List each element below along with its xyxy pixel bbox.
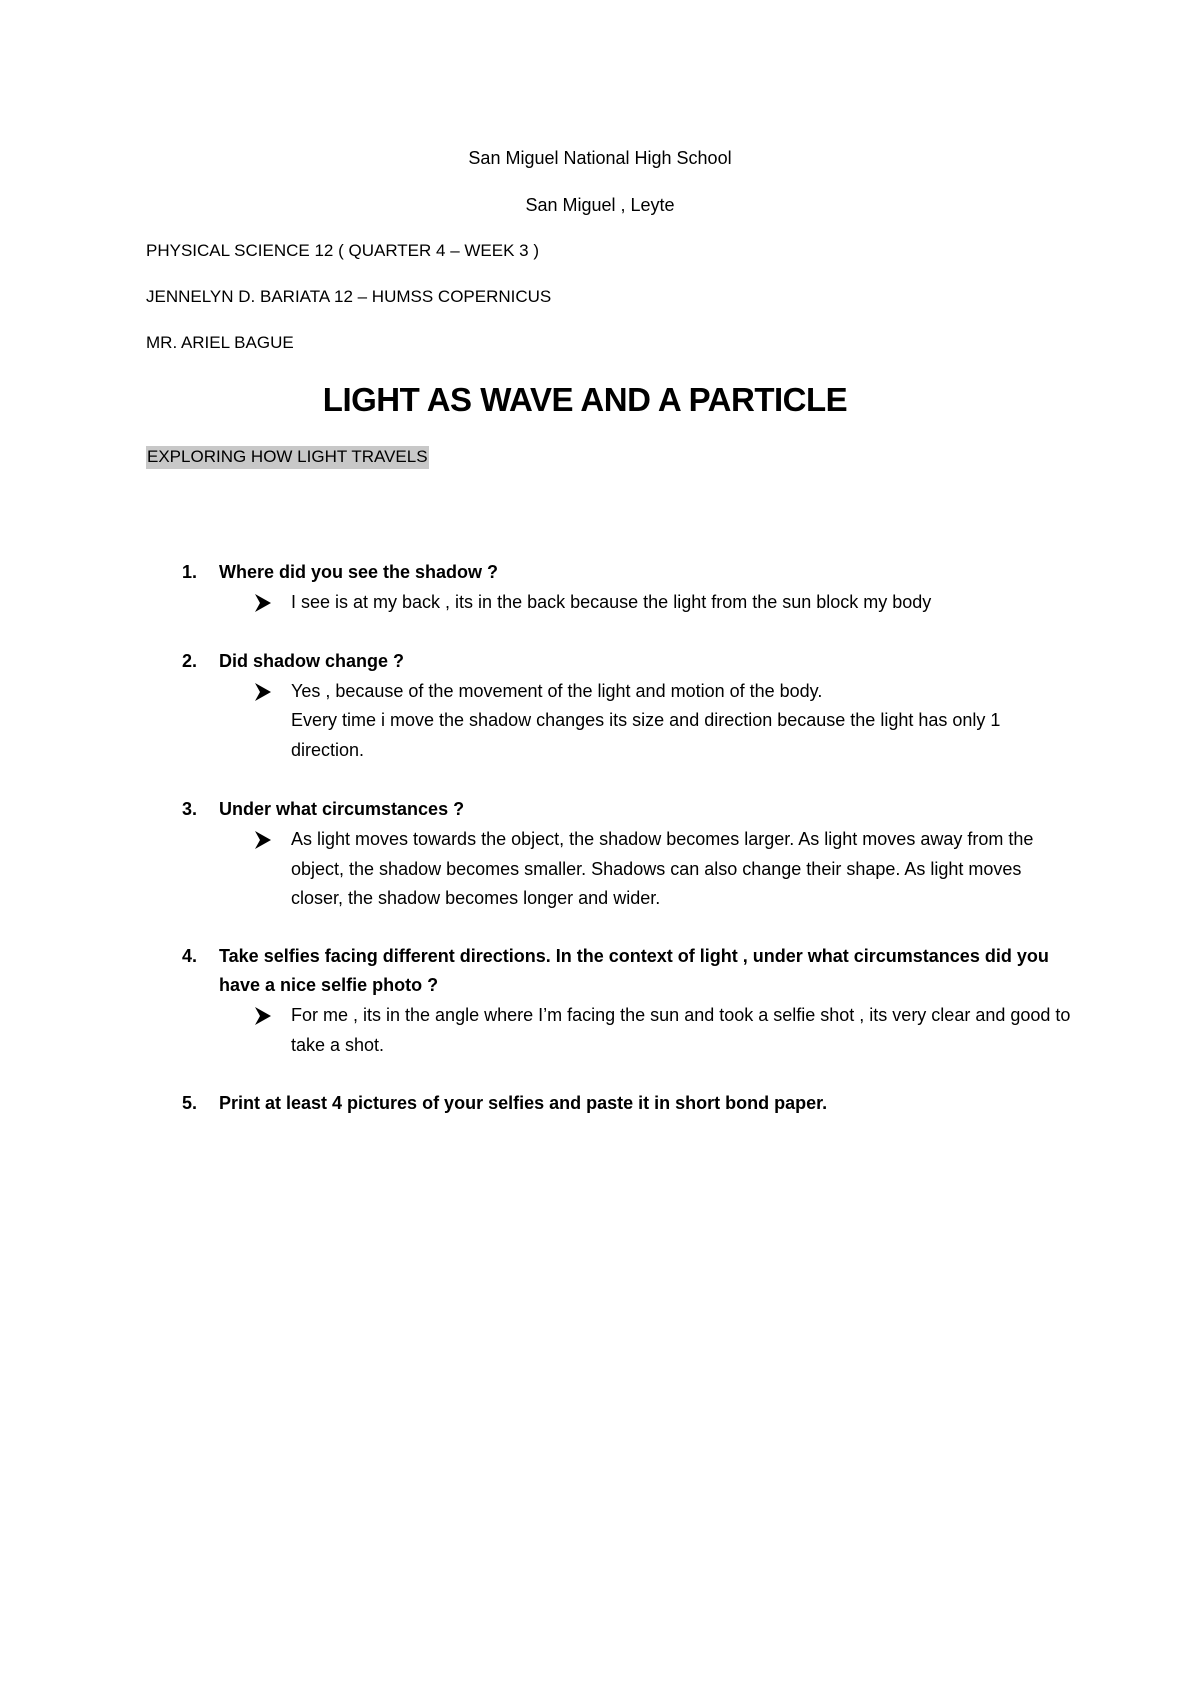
subject-line: PHYSICAL SCIENCE 12 ( QUARTER 4 – WEEK 3 ) [146,241,540,260]
arrow-bullet-icon [254,830,272,850]
answer-text: I see is at my back , its in the back because the light from the sun block my body [291,592,932,612]
page-title: LIGHT AS WAVE AND A PARTICLE [322,381,848,418]
arrow-bullet-icon [254,593,272,613]
question-number: 3. [182,799,198,819]
question-text: Under what circumstances ? [219,799,465,819]
section-heading: EXPLORING HOW LIGHT TRAVELS [146,446,429,469]
school-location: San Miguel , Leyte [525,195,675,215]
answer-text: Yes , because of the movement of the light and motion of the body. [291,681,823,701]
teacher-line: MR. ARIEL BAGUE [146,333,294,352]
question-number: 1. [182,562,198,582]
arrow-bullet-icon [254,682,272,702]
school-name: San Miguel National High School [468,148,732,168]
question-number: 2. [182,651,198,671]
answer-text: For me , its in the angle where I’m facing the sun and took a selfie shot , its very clear and good to take a shot. [291,1005,1071,1055]
arrow-bullet-icon [254,1006,272,1026]
question-text: Where did you see the shadow ? [219,562,499,582]
question-text: Take selfies facing different directions. In the context of light , under what circumstances did you have a nice selfie photo ? [219,946,1049,995]
question-number: 4. [182,946,198,966]
answer-continuation: Every time i move the shadow changes its size and direction because the light has only 1 direction. [291,710,1001,760]
question-text: Print at least 4 pictures of your selfies and paste it in short bond paper. [219,1093,828,1113]
question-number: 5. [182,1093,198,1113]
student-line: JENNELYN D. BARIATA 12 – HUMSS COPERNICUS [146,287,552,306]
question-text: Did shadow change ? [219,651,405,671]
answer-text: As light moves towards the object, the shadow becomes larger. As light moves away from the object, the shadow becomes smaller. Shadows can also change their shape. As light moves closer, the shadow becomes longer and wider. [291,829,1034,908]
